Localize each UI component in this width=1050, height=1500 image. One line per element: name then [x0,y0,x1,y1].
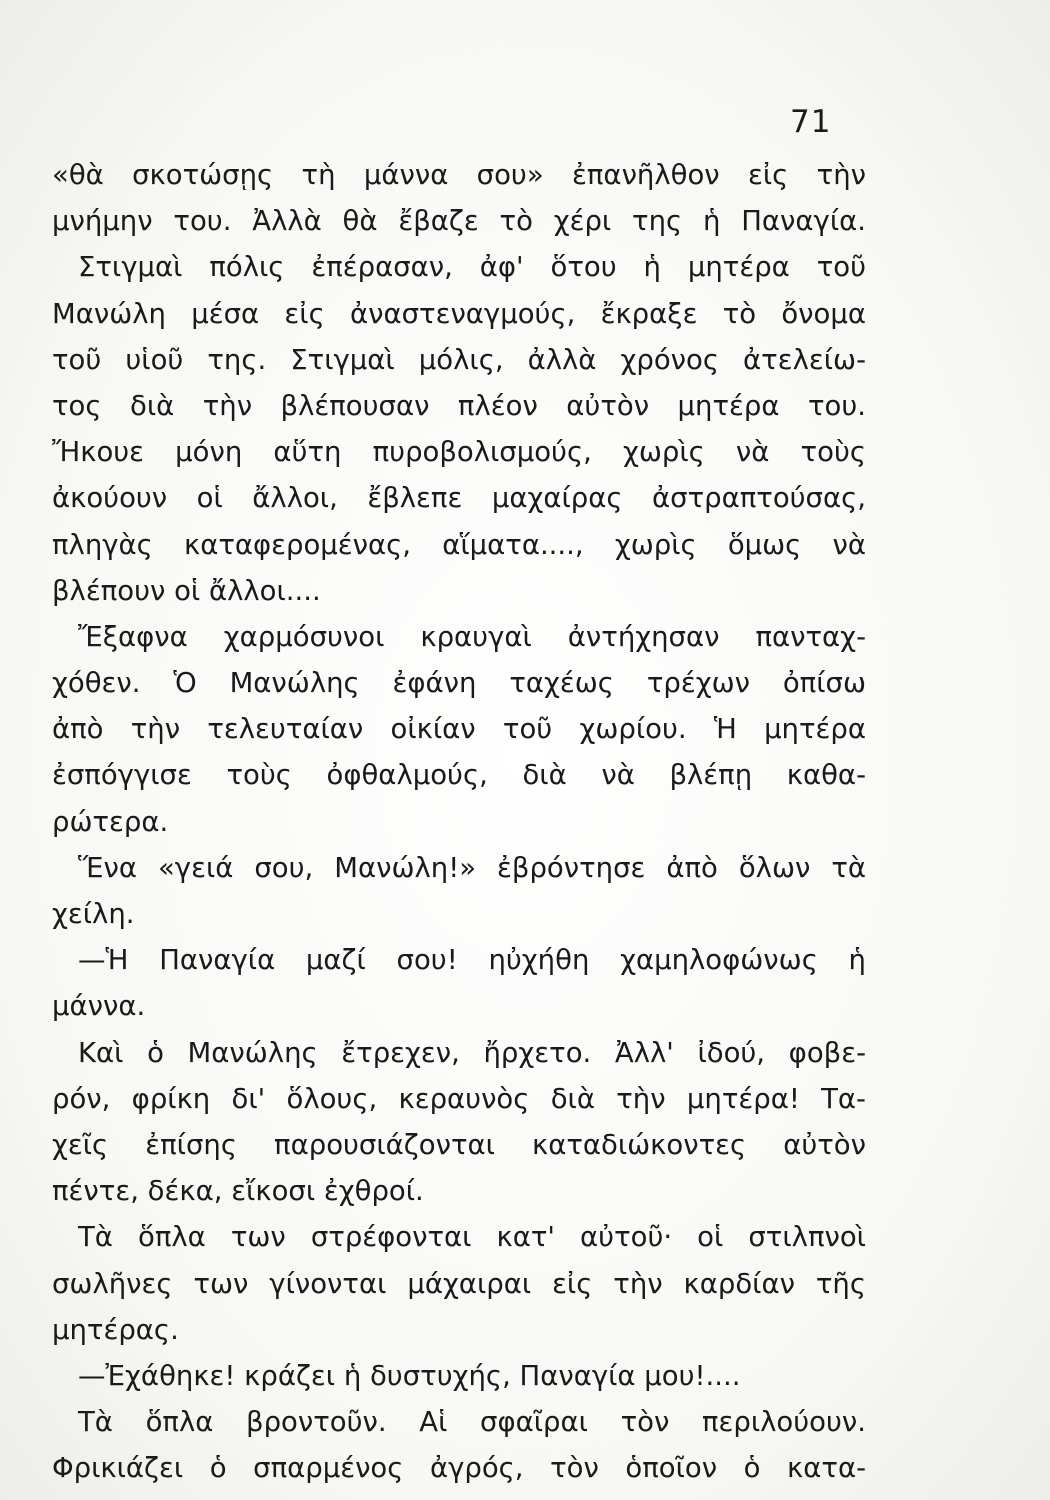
text-line: ρόν, φρίκη δι' ὅλους, κεραυνὸς διὰ τὴν μητέρα! Τα- [52,1082,866,1115]
body-text [52,152,866,1491]
text-line: ρώτερα. [52,805,169,838]
page-number: 71 [790,104,832,140]
text-line: Στιγμαὶ πόλις ἐπέρασαν, ἀφ' ὅτου ἡ μητέρα τοῦ [78,251,866,284]
text-line: ἐσπόγγισε τοὺς ὀφθαλμούς, διὰ νὰ βλέπῃ καθα- [52,759,866,792]
text-line: μάννα. [52,990,146,1023]
text-line: ἀκούουν οἱ ἄλλοι, ἔβλεπε μαχαίρας ἀστραπτούσας, [52,482,866,515]
text-line: σωλῆνες των γίνονται μάχαιραι εἰς τὴν καρδίαν τῆς [52,1267,866,1300]
text-line: Φρικιάζει ὁ σπαρμένος ἀγρός, τὸν ὁποῖον ὁ κατα- [52,1452,866,1485]
text-line: Καὶ ὁ Μανώλης ἔτρεχεν, ἤρχετο. Ἀλλ' ἰδού, φοβε- [78,1036,866,1069]
text-line: Ἕνα «γειά σου, Μανώλη!» ἐβρόντησε ἀπὸ ὅλων τὰ [78,851,866,884]
text-line: —Ἡ Παναγία μαζί σου! ηὐχήθη χαμηλοφώνως ἡ [78,944,866,977]
text-line: χεῖς ἐπίσης παρουσιάζονται καταδιώκοντες αὐτὸν [52,1128,866,1161]
text-line: χόθεν. Ὁ Μανώλης ἐφάνη ταχέως τρέχων ὀπίσω [52,667,866,700]
text-line: πέντε, δέκα, εἴκοσι ἐχθροί. [52,1175,424,1208]
text-line: —Ἐχάθηκε! κράζει ἡ δυστυχής, Παναγία μου!.... [78,1359,741,1392]
text-line: χείλη. [52,898,135,930]
text-line: ἀπὸ τὴν τελευταίαν οἰκίαν τοῦ χωρίου. Ἡ μητέρα [52,713,866,746]
text-line: «θὰ σκοτώσῃς τὴ μάννα σου» ἐπανῆλθον εἰς τὴν [52,159,866,191]
text-line: Τὰ ὅπλα των στρέφονται κατ' αὐτοῦ· οἱ στιλπνοὶ [78,1221,866,1254]
text-line: μνήμην του. Ἀλλὰ θὰ ἔβαζε τὸ χέρι της ἡ Παναγία. [52,205,866,238]
text-line: Ἤκουε μόνη αὕτη πυροβολισμούς, χωρὶς νὰ τοὺς [52,436,866,469]
text-line: πληγὰς καταφερομένας, αἵματα...., χωρὶς ὅμως νὰ [52,528,866,561]
text-line: μητέρας. [52,1313,179,1346]
text-line: Ἔξαφνα χαρμόσυνοι κραυγαὶ ἀντήχησαν πανταχ- [78,620,866,653]
text-line: τος διὰ τὴν βλέπουσαν πλέον αὐτὸν μητέρα του. [52,389,866,422]
text-line: τοῦ υἱοῦ της. Στιγμαὶ μόλις, ἀλλὰ χρόνος ἀτελείω- [52,343,866,376]
text-line: βλέπουν οἱ ἄλλοι.... [52,574,321,607]
text-line: Τὰ ὅπλα βροντοῦν. Αἱ σφαῖραι τὸν περιλούουν. [78,1406,866,1439]
text-line: Μανώλη μέσα εἰς ἀναστεναγμούς, ἔκραξε τὸ ὄνομα [52,297,866,330]
